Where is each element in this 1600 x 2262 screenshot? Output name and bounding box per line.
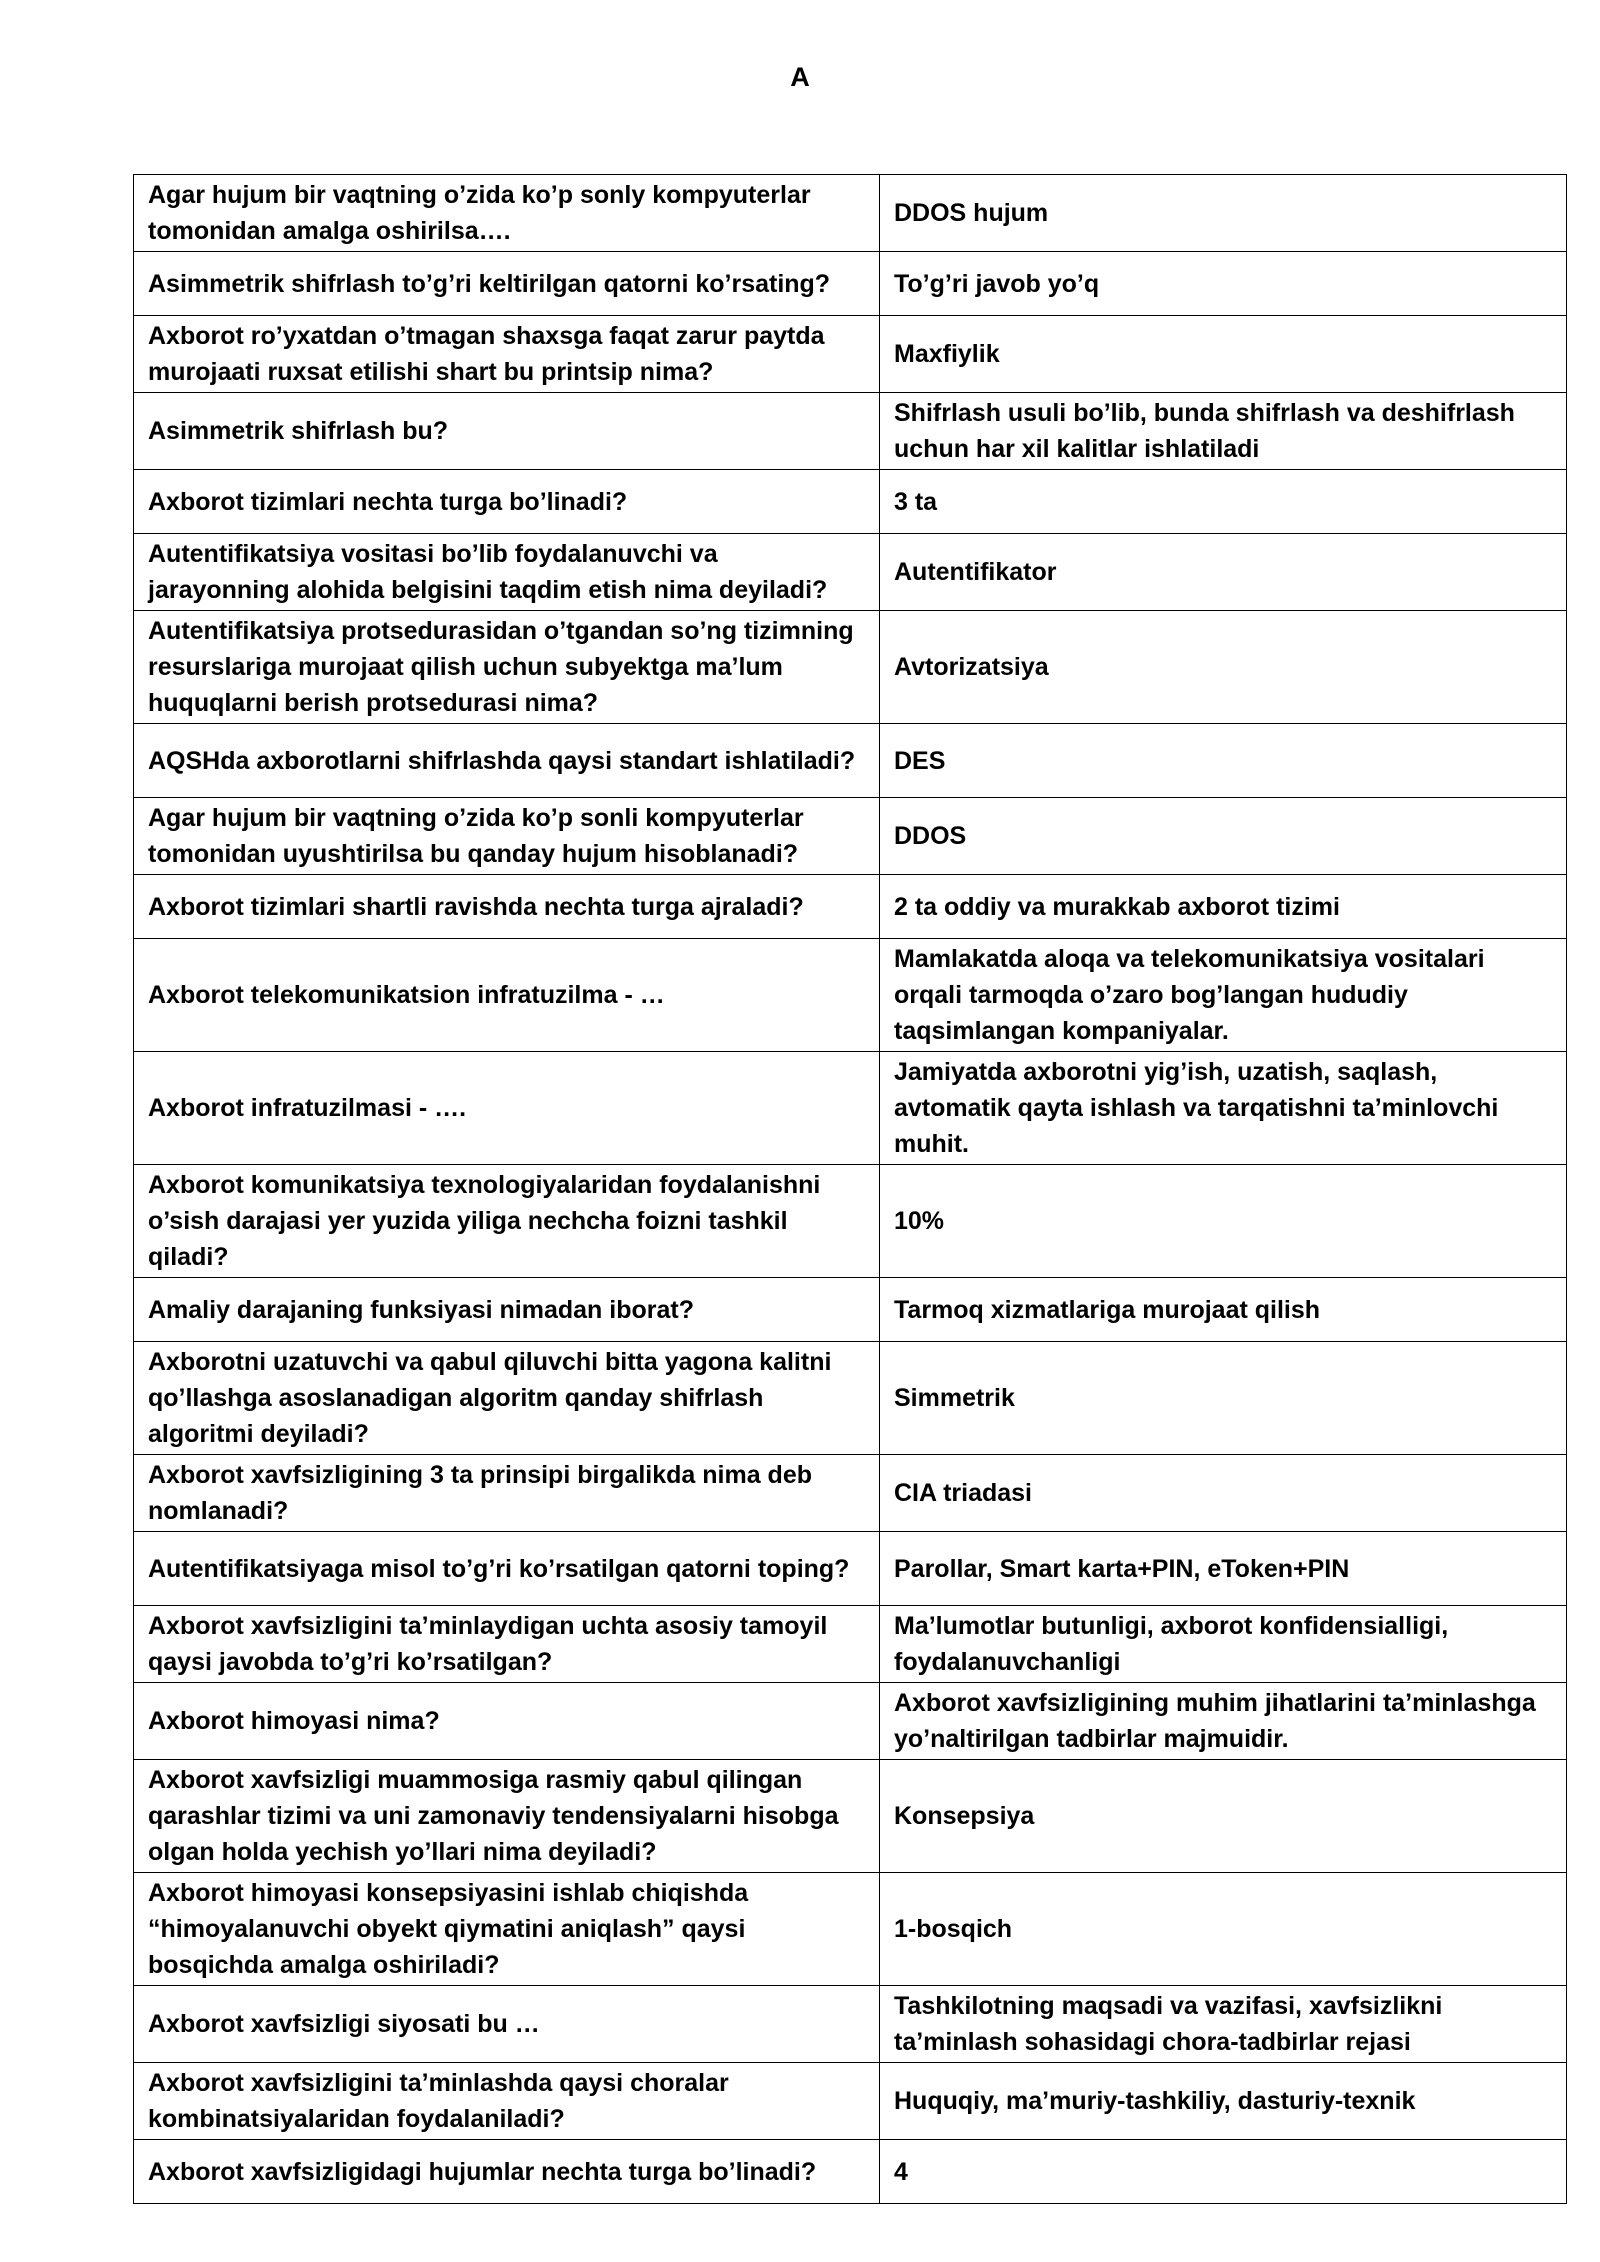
question-cell: Agar hujum bir vaqtning o’zida ko’p sonli kompyuterlar tomonidan uyushtirilsa bu qanday hujum hisoblanadi?: [134, 798, 880, 875]
question-cell: Amaliy darajaning funksiyasi nimadan iborat?: [134, 1278, 880, 1342]
answer-cell: Tashkilotning maqsadi va vazifasi, xavfsizlikni ta’minlash sohasidagi chora-tadbirlar rejasi: [880, 1986, 1567, 2063]
table-row: [134, 724, 1567, 798]
answer-cell: DES: [880, 724, 1567, 798]
question-cell: Autentifikatsiyaga misol to’g’ri ko’rsatilgan qatorni toping?: [134, 1532, 880, 1606]
question-cell: Asimmetrik shifrlash to’g’ri keltirilgan qatorni ko’rsating?: [134, 252, 880, 316]
question-cell: Axborot xavfsizligini ta’minlaydigan uchta asosiy tamoyil qaysi javobda to’g’ri ko’rsatilgan?: [134, 1606, 880, 1683]
question-cell: Axborot telekomunikatsion infratuzilma - …: [134, 939, 880, 1052]
table-row: [134, 470, 1567, 534]
question-cell: Axborot xavfsizligini ta’minlashda qaysi choralar kombinatsiyalaridan foydalaniladi?: [134, 2063, 880, 2140]
answer-cell: 2 ta oddiy va murakkab axborot tizimi: [880, 875, 1567, 939]
answer-cell: Ma’lumotlar butunligi, axborot konfidensialligi, foydalanuvchanligi: [880, 1606, 1567, 1683]
table-row: [134, 1052, 1567, 1165]
question-cell: Axborot tizimlari shartli ravishda nechta turga ajraladi?: [134, 875, 880, 939]
answer-cell: Axborot xavfsizligining muhim jihatlarini ta’minlashga yo’naltirilgan tadbirlar majmuidir.: [880, 1683, 1567, 1760]
question-cell: Axborot infratuzilmasi - ….: [134, 1052, 880, 1165]
table-row: [134, 1165, 1567, 1278]
question-cell: Axborot himoyasi nima?: [134, 1683, 880, 1760]
table-row: [134, 393, 1567, 470]
question-cell: Autentifikatsiya vositasi bo’lib foydalanuvchi va jarayonning alohida belgisini taqdim etish nima deyiladi?: [134, 534, 880, 611]
answer-cell: Simmetrik: [880, 1342, 1567, 1455]
question-cell: Axborot tizimlari nechta turga bo’linadi?: [134, 470, 880, 534]
table-row: [134, 1986, 1567, 2063]
table-row: [134, 1760, 1567, 1873]
answer-cell: 1-bosqich: [880, 1873, 1567, 1986]
page-title: A: [790, 62, 810, 92]
question-cell: AQSHda axborotlarni shifrlashda qaysi standart ishlatiladi?: [134, 724, 880, 798]
question-cell: Agar hujum bir vaqtning o’zida ko’p sonly kompyuterlar tomonidan amalga oshirilsa….: [134, 175, 880, 252]
question-cell: Axborot xavfsizligidagi hujumlar nechta turga bo’linadi?: [134, 2140, 880, 2204]
question-cell: Axborot komunikatsiya texnologiyalaridan foydalanishni o’sish darajasi yer yuzida yiliga nechcha foizni tashkil qiladi?: [134, 1165, 880, 1278]
table-row: [134, 1532, 1567, 1606]
answer-cell: CIA triadasi: [880, 1455, 1567, 1532]
question-cell: Axborot xavfsizligi siyosati bu …: [134, 1986, 880, 2063]
answer-cell: Tarmoq xizmatlariga murojaat qilish: [880, 1278, 1567, 1342]
question-cell: Axborot ro’yxatdan o’tmagan shaxsga faqat zarur paytda murojaati ruxsat etilishi shart bu printsip nima?: [134, 316, 880, 393]
answer-cell: Autentifikator: [880, 534, 1567, 611]
answer-cell: Mamlakatda aloqa va telekomunikatsiya vositalari orqali tarmoqda o’zaro bog’langan hududiy taqsimlangan kompaniyalar.: [880, 939, 1567, 1052]
question-cell: Autentifikatsiya protsedurasidan o’tgandan so’ng tizimning resurslariga murojaat qilish uchun subyektga ma’lum huquqlarni berish protsedurasi nima?: [134, 611, 880, 724]
question-cell: Axborot xavfsizligining 3 ta prinsipi birgalikda nima deb nomlanadi?: [134, 1455, 880, 1532]
question-cell: Axborot himoyasi konsepsiyasini ishlab chiqishda “himoyalanuvchi obyekt qiymatini aniqlash” qaysi bosqichda amalga oshiriladi?: [134, 1873, 880, 1986]
answer-cell: To’g’ri javob yo’q: [880, 252, 1567, 316]
table-row: [134, 1278, 1567, 1342]
answer-cell: Huquqiy, ma’muriy-tashkiliy, dasturiy-texnik: [880, 2063, 1567, 2140]
answer-cell: 10%: [880, 1165, 1567, 1278]
question-cell: Axborotni uzatuvchi va qabul qiluvchi bitta yagona kalitni qo’llashga asoslanadigan algoritm qanday shifrlash algoritmi deyiladi?: [134, 1342, 880, 1455]
table-row: [134, 2063, 1567, 2140]
table-row: [134, 252, 1567, 316]
answer-cell: Parollar, Smart karta+PIN, eToken+PIN: [880, 1532, 1567, 1606]
table-row: [134, 1683, 1567, 1760]
question-cell: Axborot xavfsizligi muammosiga rasmiy qabul qilingan qarashlar tizimi va uni zamonaviy tendensiyalarni hisobga olgan holda yechish yo’llari nima deyiladi?: [134, 1760, 880, 1873]
table-row: [134, 1342, 1567, 1455]
table-row: [134, 875, 1567, 939]
answer-cell: Jamiyatda axborotni yig’ish, uzatish, saqlash, avtomatik qayta ishlash va tarqatishni ta’minlovchi muhit.: [880, 1052, 1567, 1165]
table-row: [134, 1455, 1567, 1532]
question-cell: Asimmetrik shifrlash bu?: [134, 393, 880, 470]
answer-cell: DDOS hujum: [880, 175, 1567, 252]
table-row: [134, 939, 1567, 1052]
answer-cell: Avtorizatsiya: [880, 611, 1567, 724]
answer-cell: 3 ta: [880, 470, 1567, 534]
table-row: [134, 2140, 1567, 2204]
table-row: [134, 316, 1567, 393]
answer-cell: Maxfiylik: [880, 316, 1567, 393]
answer-cell: Konsepsiya: [880, 1760, 1567, 1873]
answer-cell: DDOS: [880, 798, 1567, 875]
table-row: [134, 534, 1567, 611]
table-row: [134, 1606, 1567, 1683]
answer-cell: 4: [880, 2140, 1567, 2204]
table-row: [134, 611, 1567, 724]
table-row: [134, 1873, 1567, 1986]
table-row: [134, 798, 1567, 875]
answer-cell: Shifrlash usuli bo’lib, bunda shifrlash va deshifrlash uchun har xil kalitlar ishlatiladi: [880, 393, 1567, 470]
question-answer-table: [133, 174, 1567, 2204]
table-row: [134, 175, 1567, 252]
